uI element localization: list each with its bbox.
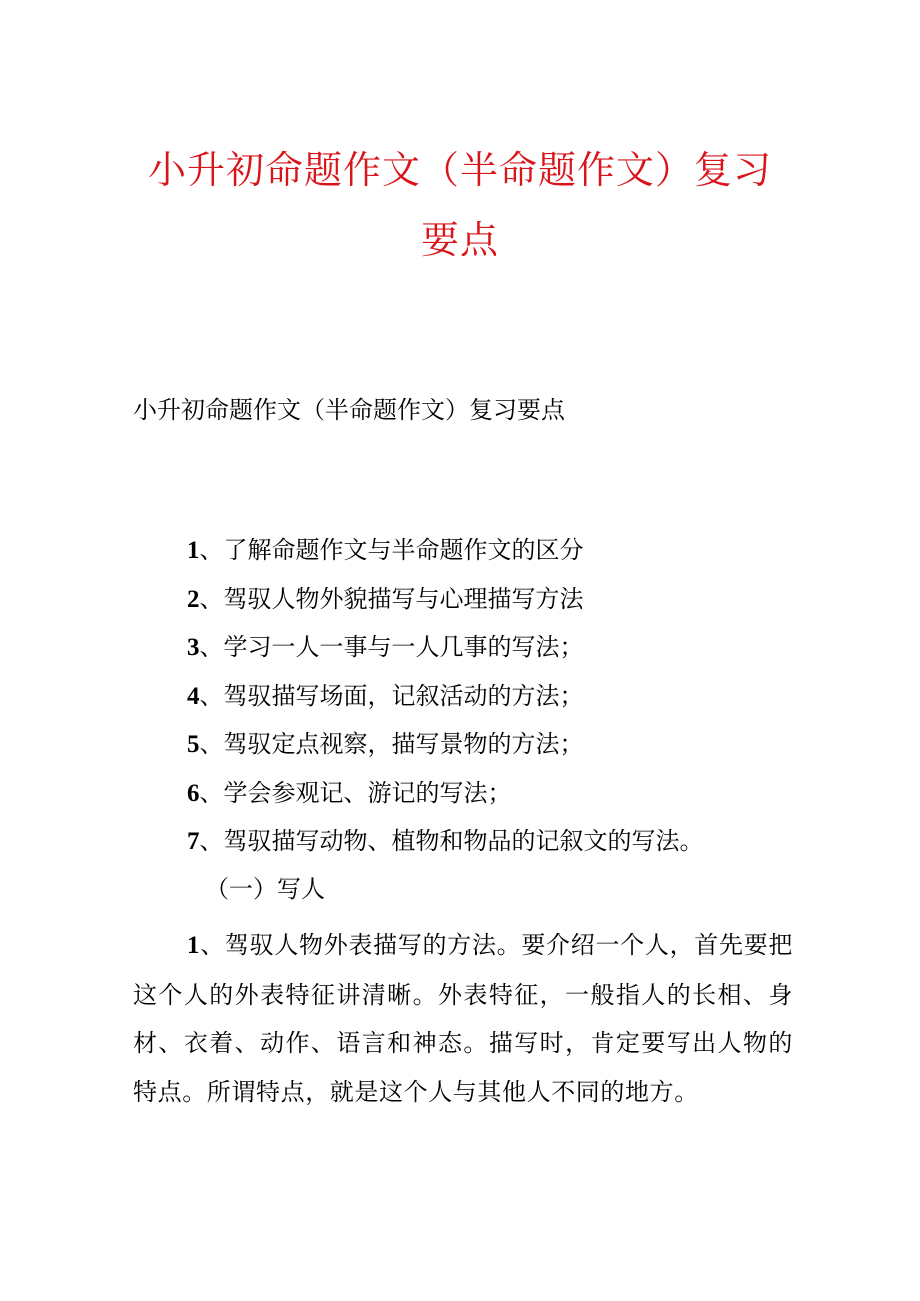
list-item [187,776,704,825]
list-item-number: 3 [187,634,200,661]
list-item-number: 1 [187,537,200,564]
list-item [187,824,704,873]
document-title-line-1: 小升初命题作文（半命题作文）复习 [147,148,772,192]
key-points-list [187,533,704,873]
list-item [187,679,704,728]
list-item-text: 、驾驭描写场面，记叙活动的方法； [199,681,584,710]
section-heading: （一）写人 [205,875,325,903]
paragraph-number: 1 [187,932,201,959]
list-item-text: 、驾驭人物外貌描写与心理描写方法 [199,584,584,613]
list-item-number: 2 [187,585,200,613]
list-item [187,727,704,776]
list-item-text: 、了解命题作文与半命题作文的区分 [199,536,584,564]
paragraph-text: 、驾驭人物外表描写的方法。要介绍一个人，首先要把这个人的外表特征讲清晰。外表特征，一般指人的长相、身材、衣着、动作、语言和神态。描写时，肯定要写出人物的特点。所谓特点，就是这个人与其他人不同的地方。 [133,931,793,1106]
list-item-text: 、驾驭描写动物、植物和物品的记叙文的写法。 [199,827,704,855]
document-title-line-2: 要点 [420,218,499,262]
document-subtitle: 小升初命题作文（半命题作文）复习要点 [133,396,565,424]
list-item-number: 5 [187,731,200,758]
list-item-number: 6 [187,779,200,807]
list-item [187,582,704,631]
body-paragraph [133,921,793,1116]
list-item [187,533,704,582]
list-item [187,630,704,679]
list-item-text: 、学会参观记、游记的写法； [199,778,512,807]
list-item-text: 、驾驭定点视察，描写景物的方法； [199,730,584,758]
list-item-number: 4 [187,682,200,710]
list-item-text: 、学习一人一事与一人几事的写法； [199,633,584,661]
list-item-number: 7 [187,828,200,855]
